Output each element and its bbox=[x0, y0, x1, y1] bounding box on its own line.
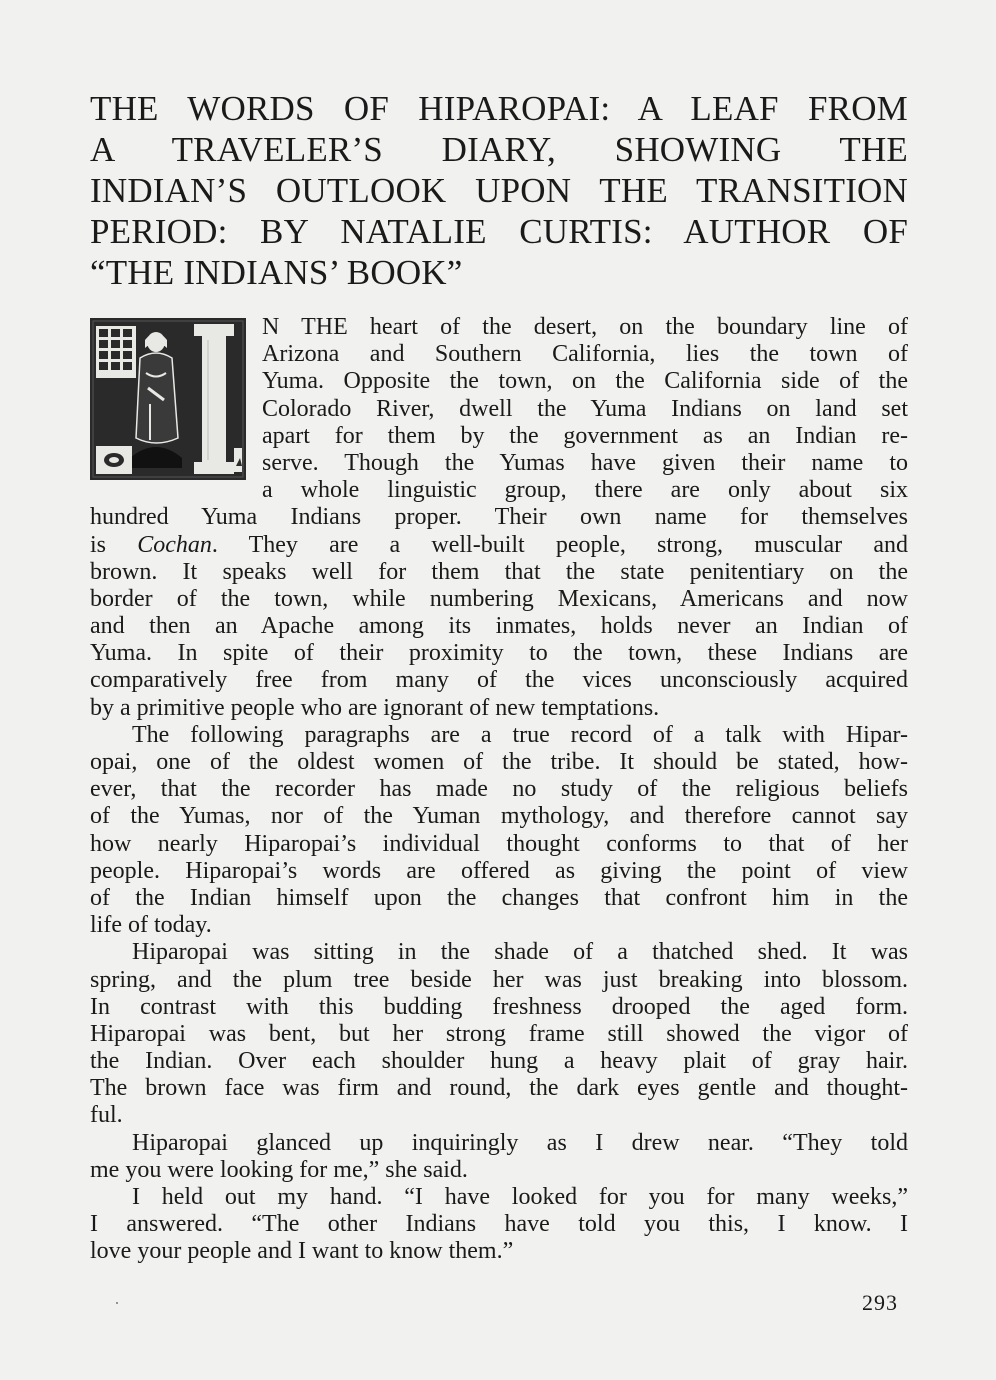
article-title bbox=[90, 88, 908, 293]
text-line: how nearly Hiparopai’s individual thought conforms to that of her bbox=[90, 830, 908, 857]
text-line: The brown face was firm and round, the dark eyes gentle and thought- bbox=[90, 1075, 908, 1102]
title-line: “THE INDIANS’ BOOK” bbox=[90, 253, 463, 292]
text-line: a whole linguistic group, there are only about six bbox=[262, 477, 908, 504]
text-line: the Indian. Over each shoulder hung a heavy plait of gray hair. bbox=[90, 1048, 908, 1075]
title-line: INDIAN’S OUTLOOK UPON THE TRANSITION bbox=[90, 171, 908, 210]
paragraph bbox=[90, 722, 908, 940]
article-body bbox=[90, 314, 908, 1266]
paragraph bbox=[90, 939, 908, 1129]
title-line: THE WORDS OF HIPAROPAI: A LEAF FROM bbox=[90, 89, 908, 128]
text-line: Hiparopai was sitting in the shade of a thatched shed. It was bbox=[132, 939, 908, 966]
title-line: PERIOD: BY NATALIE CURTIS: AUTHOR OF bbox=[90, 212, 908, 251]
text-line: brown. It speaks well for them that the state penitentiary on the bbox=[90, 558, 908, 585]
text-line: Hiparopai was bent, but her strong frame still showed the vigor of bbox=[90, 1020, 908, 1047]
text-line: Colorado River, dwell the Yuma Indians on land set bbox=[262, 395, 908, 422]
text-line: love your people and I want to know them.” bbox=[90, 1238, 514, 1265]
text-line: I held out my hand. “I have looked for you for many weeks,” bbox=[132, 1184, 908, 1210]
text-line: of the Indian himself upon the changes that confront him in the bbox=[90, 884, 908, 911]
text-line: ever, that the recorder has made no study of the religious beliefs bbox=[90, 776, 908, 803]
print-speck bbox=[116, 1302, 118, 1304]
paragraph bbox=[90, 1130, 908, 1184]
text-line: is Cochan. They are a well-built people, strong, muscular and bbox=[90, 531, 908, 558]
text-line: opai, one of the oldest women of the tribe. It should be stated, how- bbox=[90, 749, 908, 775]
text-line: Yuma. In spite of their proximity to the town, these Indians are bbox=[90, 640, 908, 667]
text-line: comparatively free from many of the vices unconsciously acquired bbox=[90, 667, 908, 694]
page-number: 293 bbox=[862, 1290, 898, 1315]
title-line: A TRAVELER’S DIARY, SHOWING THE bbox=[90, 130, 908, 169]
text-line: Hiparopai glanced up inquiringly as I drew near. “They told bbox=[132, 1129, 908, 1156]
text-line: of the Yumas, nor of the Yuman mythology, and therefore cannot say bbox=[90, 803, 908, 830]
text-line: and then an Apache among its inmates, holds never an Indian of bbox=[90, 613, 908, 640]
text-line: I answered. “The other Indians have told you this, I know. I bbox=[90, 1211, 908, 1238]
text-line: N THE heart of the desert, on the boundary line of bbox=[262, 314, 908, 340]
text-line: hundred Yuma Indians proper. Their own name for themselves bbox=[90, 504, 908, 531]
text-line: Arizona and Southern California, lies the town of bbox=[262, 341, 908, 368]
text-line: people. Hiparopai’s words are offered as giving the point of view bbox=[90, 857, 908, 884]
text-line: serve. Though the Yumas have given their name to bbox=[262, 449, 908, 476]
text-line: by a primitive people who are ignorant of new temptations. bbox=[90, 694, 660, 721]
text-line: In contrast with this budding freshness drooped the aged form. bbox=[90, 993, 908, 1020]
paragraph bbox=[90, 1184, 908, 1266]
text-line: ful. bbox=[90, 1102, 123, 1129]
paragraph bbox=[90, 314, 908, 722]
text-line: me you were looking for me,” she said. bbox=[90, 1156, 468, 1183]
text-line: Yuma. Opposite the town, on the California side of the bbox=[262, 368, 908, 395]
text-line: spring, and the plum tree beside her was just breaking into blossom. bbox=[90, 966, 908, 993]
text-line: apart for them by the government as an Indian re- bbox=[262, 422, 908, 449]
italic-word: Cochan bbox=[137, 531, 212, 558]
text-line: border of the town, while numbering Mexicans, Americans and now bbox=[90, 585, 908, 612]
text-line: life of today. bbox=[90, 912, 212, 939]
text-line: The following paragraphs are a true record of a talk with Hipar- bbox=[132, 721, 908, 748]
